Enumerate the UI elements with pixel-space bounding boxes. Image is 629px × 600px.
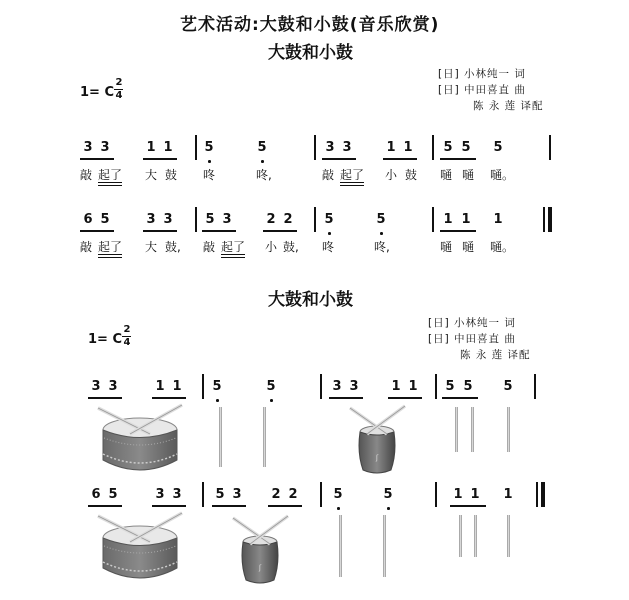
note: 5	[445, 379, 455, 394]
note: 1	[146, 140, 156, 155]
note: 3	[146, 212, 156, 227]
lyric: 鼓,	[283, 240, 299, 254]
note: 2	[288, 487, 298, 502]
note: 5	[257, 140, 267, 155]
lyric: 嗵。	[490, 240, 515, 254]
lyric: 鼓	[165, 168, 178, 182]
note: 5	[212, 379, 222, 394]
song-title: 大鼓和小鼓	[268, 43, 353, 63]
note: 2	[271, 487, 281, 502]
note: 5	[383, 487, 393, 502]
lyric: 起了	[221, 240, 246, 254]
lyric: 小	[385, 168, 398, 182]
lyric: 嗵	[440, 168, 453, 182]
note: 5	[463, 379, 473, 394]
note: 1	[408, 379, 418, 394]
composer-credit-2: [日] 中田喜直 曲	[428, 333, 516, 345]
note: 5	[324, 212, 334, 227]
lyric: 咚	[203, 168, 216, 182]
note: 1	[386, 140, 396, 155]
lyric: 大	[145, 240, 158, 254]
note: 1	[461, 212, 471, 227]
lyric: 嗵	[440, 240, 453, 254]
lyric: 嗵	[462, 168, 475, 182]
big-drum-icon	[90, 508, 190, 588]
small-drum-icon	[345, 398, 410, 476]
note: 1	[443, 212, 453, 227]
note: 1	[493, 212, 503, 227]
time-sig-bottom-2: 4	[123, 337, 131, 348]
lyric: 鼓,	[165, 240, 181, 254]
note: 3	[163, 212, 173, 227]
note: 2	[266, 212, 276, 227]
note: 6	[83, 212, 93, 227]
svg-text:ʃ: ʃ	[375, 454, 379, 462]
drumstick-icon	[263, 407, 266, 467]
lyric: 大	[145, 168, 158, 182]
note: 5	[204, 140, 214, 155]
key-signature: 1= C	[80, 85, 115, 100]
note: 5	[205, 212, 215, 227]
lyric: 敲	[80, 240, 93, 254]
song-title-2: 大鼓和小鼓	[268, 290, 353, 310]
note: 1	[403, 140, 413, 155]
lyricist-credit: [日] 小林纯一 词	[438, 68, 526, 80]
note: 5	[215, 487, 225, 502]
note: 5	[333, 487, 343, 502]
note: 3	[342, 140, 352, 155]
note: 1	[453, 487, 463, 502]
lyric: 敲	[80, 168, 93, 182]
note: 5	[108, 487, 118, 502]
note: 5	[493, 140, 503, 155]
small-drum-icon	[228, 508, 293, 586]
time-sig-top: 2	[115, 77, 123, 88]
note: 3	[108, 379, 118, 394]
page-title: 艺术活动:大鼓和小鼓(音乐欣赏)	[180, 15, 440, 35]
time-sig-top-2: 2	[123, 324, 131, 335]
note: 1	[470, 487, 480, 502]
time-sig-bottom: 4	[115, 90, 123, 101]
note: 3	[91, 379, 101, 394]
key-signature-2: 1= C	[88, 332, 123, 347]
lyric: 小	[265, 240, 278, 254]
note: 3	[100, 140, 110, 155]
note: 3	[325, 140, 335, 155]
lyric: 敲	[203, 240, 216, 254]
lyric: 嗵	[462, 240, 475, 254]
note: 1	[503, 487, 513, 502]
drumstick-icon	[474, 515, 477, 557]
note: 2	[283, 212, 293, 227]
svg-text:ʃ: ʃ	[258, 564, 262, 572]
drumstick-icon	[219, 407, 222, 467]
lyric: 起了	[98, 168, 123, 182]
note: 3	[222, 212, 232, 227]
drumstick-icon	[507, 407, 510, 452]
translator-credit: 陈 永 莲 译配	[473, 100, 544, 112]
drumstick-icon	[455, 407, 458, 452]
note: 3	[232, 487, 242, 502]
big-drum-icon	[90, 400, 190, 480]
drumstick-icon	[459, 515, 462, 557]
note: 5	[266, 379, 276, 394]
lyric: 咚,	[256, 168, 272, 182]
lyric: 起了	[340, 168, 365, 182]
note: 5	[376, 212, 386, 227]
lyricist-credit-2: [日] 小林纯一 词	[428, 317, 516, 329]
note: 5	[503, 379, 513, 394]
note: 3	[83, 140, 93, 155]
note: 6	[91, 487, 101, 502]
note: 1	[155, 379, 165, 394]
note: 5	[100, 212, 110, 227]
note: 3	[332, 379, 342, 394]
note: 1	[391, 379, 401, 394]
translator-credit-2: 陈 永 莲 译配	[460, 349, 531, 361]
note: 3	[349, 379, 359, 394]
note: 5	[461, 140, 471, 155]
lyric: 起了	[98, 240, 123, 254]
drumstick-icon	[471, 407, 474, 452]
lyric: 敲	[322, 168, 335, 182]
lyric: 咚	[322, 240, 335, 254]
note: 1	[172, 379, 182, 394]
note: 1	[163, 140, 173, 155]
drumstick-icon	[383, 515, 386, 577]
lyric: 咚,	[374, 240, 390, 254]
note: 3	[172, 487, 182, 502]
drumstick-icon	[507, 515, 510, 557]
note: 3	[155, 487, 165, 502]
note: 5	[443, 140, 453, 155]
lyric: 嗵。	[490, 168, 515, 182]
lyric: 鼓	[405, 168, 418, 182]
composer-credit: [日] 中田喜直 曲	[438, 84, 526, 96]
drumstick-icon	[339, 515, 342, 577]
